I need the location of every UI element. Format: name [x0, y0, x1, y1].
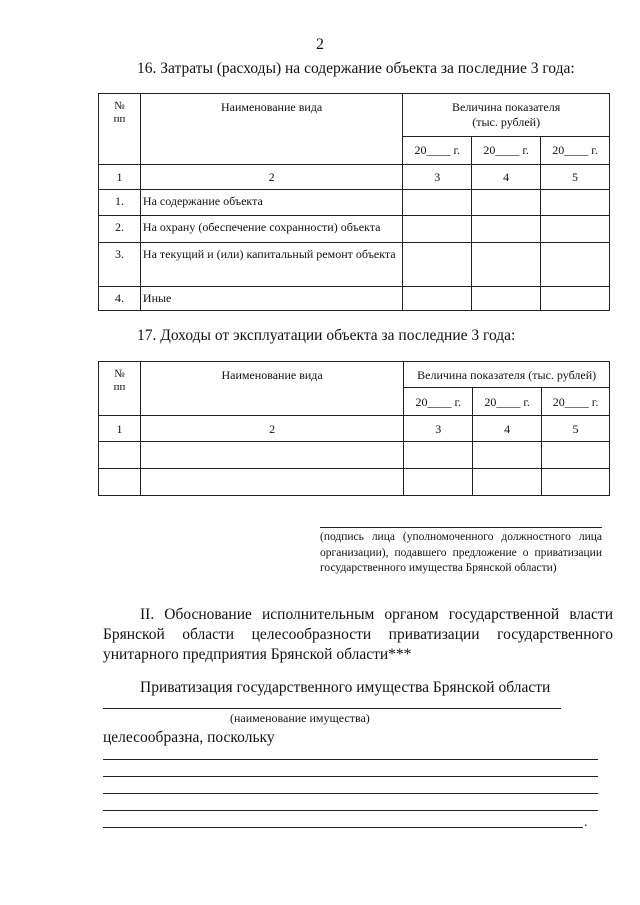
table-row [99, 287, 610, 311]
page-number: 2 [316, 36, 324, 53]
value-cell [541, 287, 610, 311]
value-cell [472, 216, 541, 243]
empty-cell [99, 469, 141, 496]
column-number: 3 [403, 165, 472, 190]
value-cell [403, 287, 472, 311]
reason-line [103, 759, 598, 760]
signature-line [320, 527, 602, 528]
value-cell [403, 216, 472, 243]
row-number: 1. [99, 190, 141, 216]
row-number: 4. [99, 287, 141, 311]
value-cell [541, 216, 610, 243]
year-header-2: 20____ г. [472, 137, 541, 165]
year-header-3: 20____ г. [541, 137, 610, 165]
year-header-2: 20____ г. [473, 388, 542, 416]
empty-cell [140, 442, 403, 469]
row-label: На текущий и (или) капитальный ремонт объекта [140, 243, 402, 287]
year-header-1: 20____ г. [403, 137, 472, 165]
column-number: 2 [140, 416, 403, 442]
reason-line [103, 827, 583, 828]
column-number: 4 [472, 165, 541, 190]
value-cell [472, 243, 541, 287]
asset-name-caption: (наименование имущества) [230, 711, 370, 725]
asset-name-line [103, 708, 561, 709]
row-label: На охрану (обеспечение сохранности) объекта [140, 216, 402, 243]
reason-line [103, 810, 598, 811]
expenses-table [98, 93, 610, 311]
column-number: 2 [140, 165, 402, 190]
section-2-paragraph: II. Обоснование исполнительным органом государственной власти Брянской области целесообразности приватизации государственного унитарного предприятия Брянской области*** [103, 606, 613, 663]
signature-caption: (подпись лица (уполномоченного должностного лица организации), подавшего предложение о приватизации государственного имущества Брянской области) [320, 531, 602, 574]
row-label: Иные [140, 287, 402, 311]
row-number: 3. [99, 243, 141, 287]
table-row [99, 442, 610, 469]
section-17-heading: 17. Доходы от эксплуатации объекта за последние 3 года: [137, 327, 516, 344]
section-16-heading: 16. Затраты (расходы) на содержание объекта за последние 3 года: [137, 60, 575, 77]
empty-cell [542, 469, 610, 496]
value-cell [541, 190, 610, 216]
column-number: 1 [99, 165, 141, 190]
table-row [99, 243, 610, 287]
row-label: На содержание объекта [140, 190, 402, 216]
empty-cell [473, 442, 542, 469]
empty-cell [542, 442, 610, 469]
col-header-value: Величина показателя (тыс. рублей) [403, 94, 610, 137]
reason-line [103, 776, 598, 777]
empty-cell [99, 442, 141, 469]
col-header-name: Наименование вида [140, 94, 402, 165]
privatization-statement: Приватизация государственного имущества Брянской области [140, 679, 551, 696]
col-header-number: № пп [99, 362, 141, 416]
income-table [98, 361, 610, 496]
table-row [99, 216, 610, 243]
value-cell [472, 190, 541, 216]
value-cell [541, 243, 610, 287]
col-header-number: № пп [99, 94, 141, 165]
value-cell [403, 190, 472, 216]
column-number: 5 [542, 416, 610, 442]
column-number: 1 [99, 416, 141, 442]
value-cell [472, 287, 541, 311]
reason-intro: целесообразна, поскольку [103, 729, 275, 746]
empty-cell [473, 469, 542, 496]
empty-cell [404, 442, 473, 469]
row-number: 2. [99, 216, 141, 243]
end-period: . [584, 815, 588, 830]
value-cell [403, 243, 472, 287]
column-number: 5 [541, 165, 610, 190]
column-number: 3 [404, 416, 473, 442]
col-header-name: Наименование вида [140, 362, 403, 416]
empty-cell [140, 469, 403, 496]
table-row [99, 190, 610, 216]
table-row [99, 469, 610, 496]
column-number: 4 [473, 416, 542, 442]
reason-line [103, 793, 598, 794]
col-header-value: Величина показателя (тыс. рублей) [404, 362, 610, 388]
empty-cell [404, 469, 473, 496]
year-header-3: 20____ г. [542, 388, 610, 416]
year-header-1: 20____ г. [404, 388, 473, 416]
